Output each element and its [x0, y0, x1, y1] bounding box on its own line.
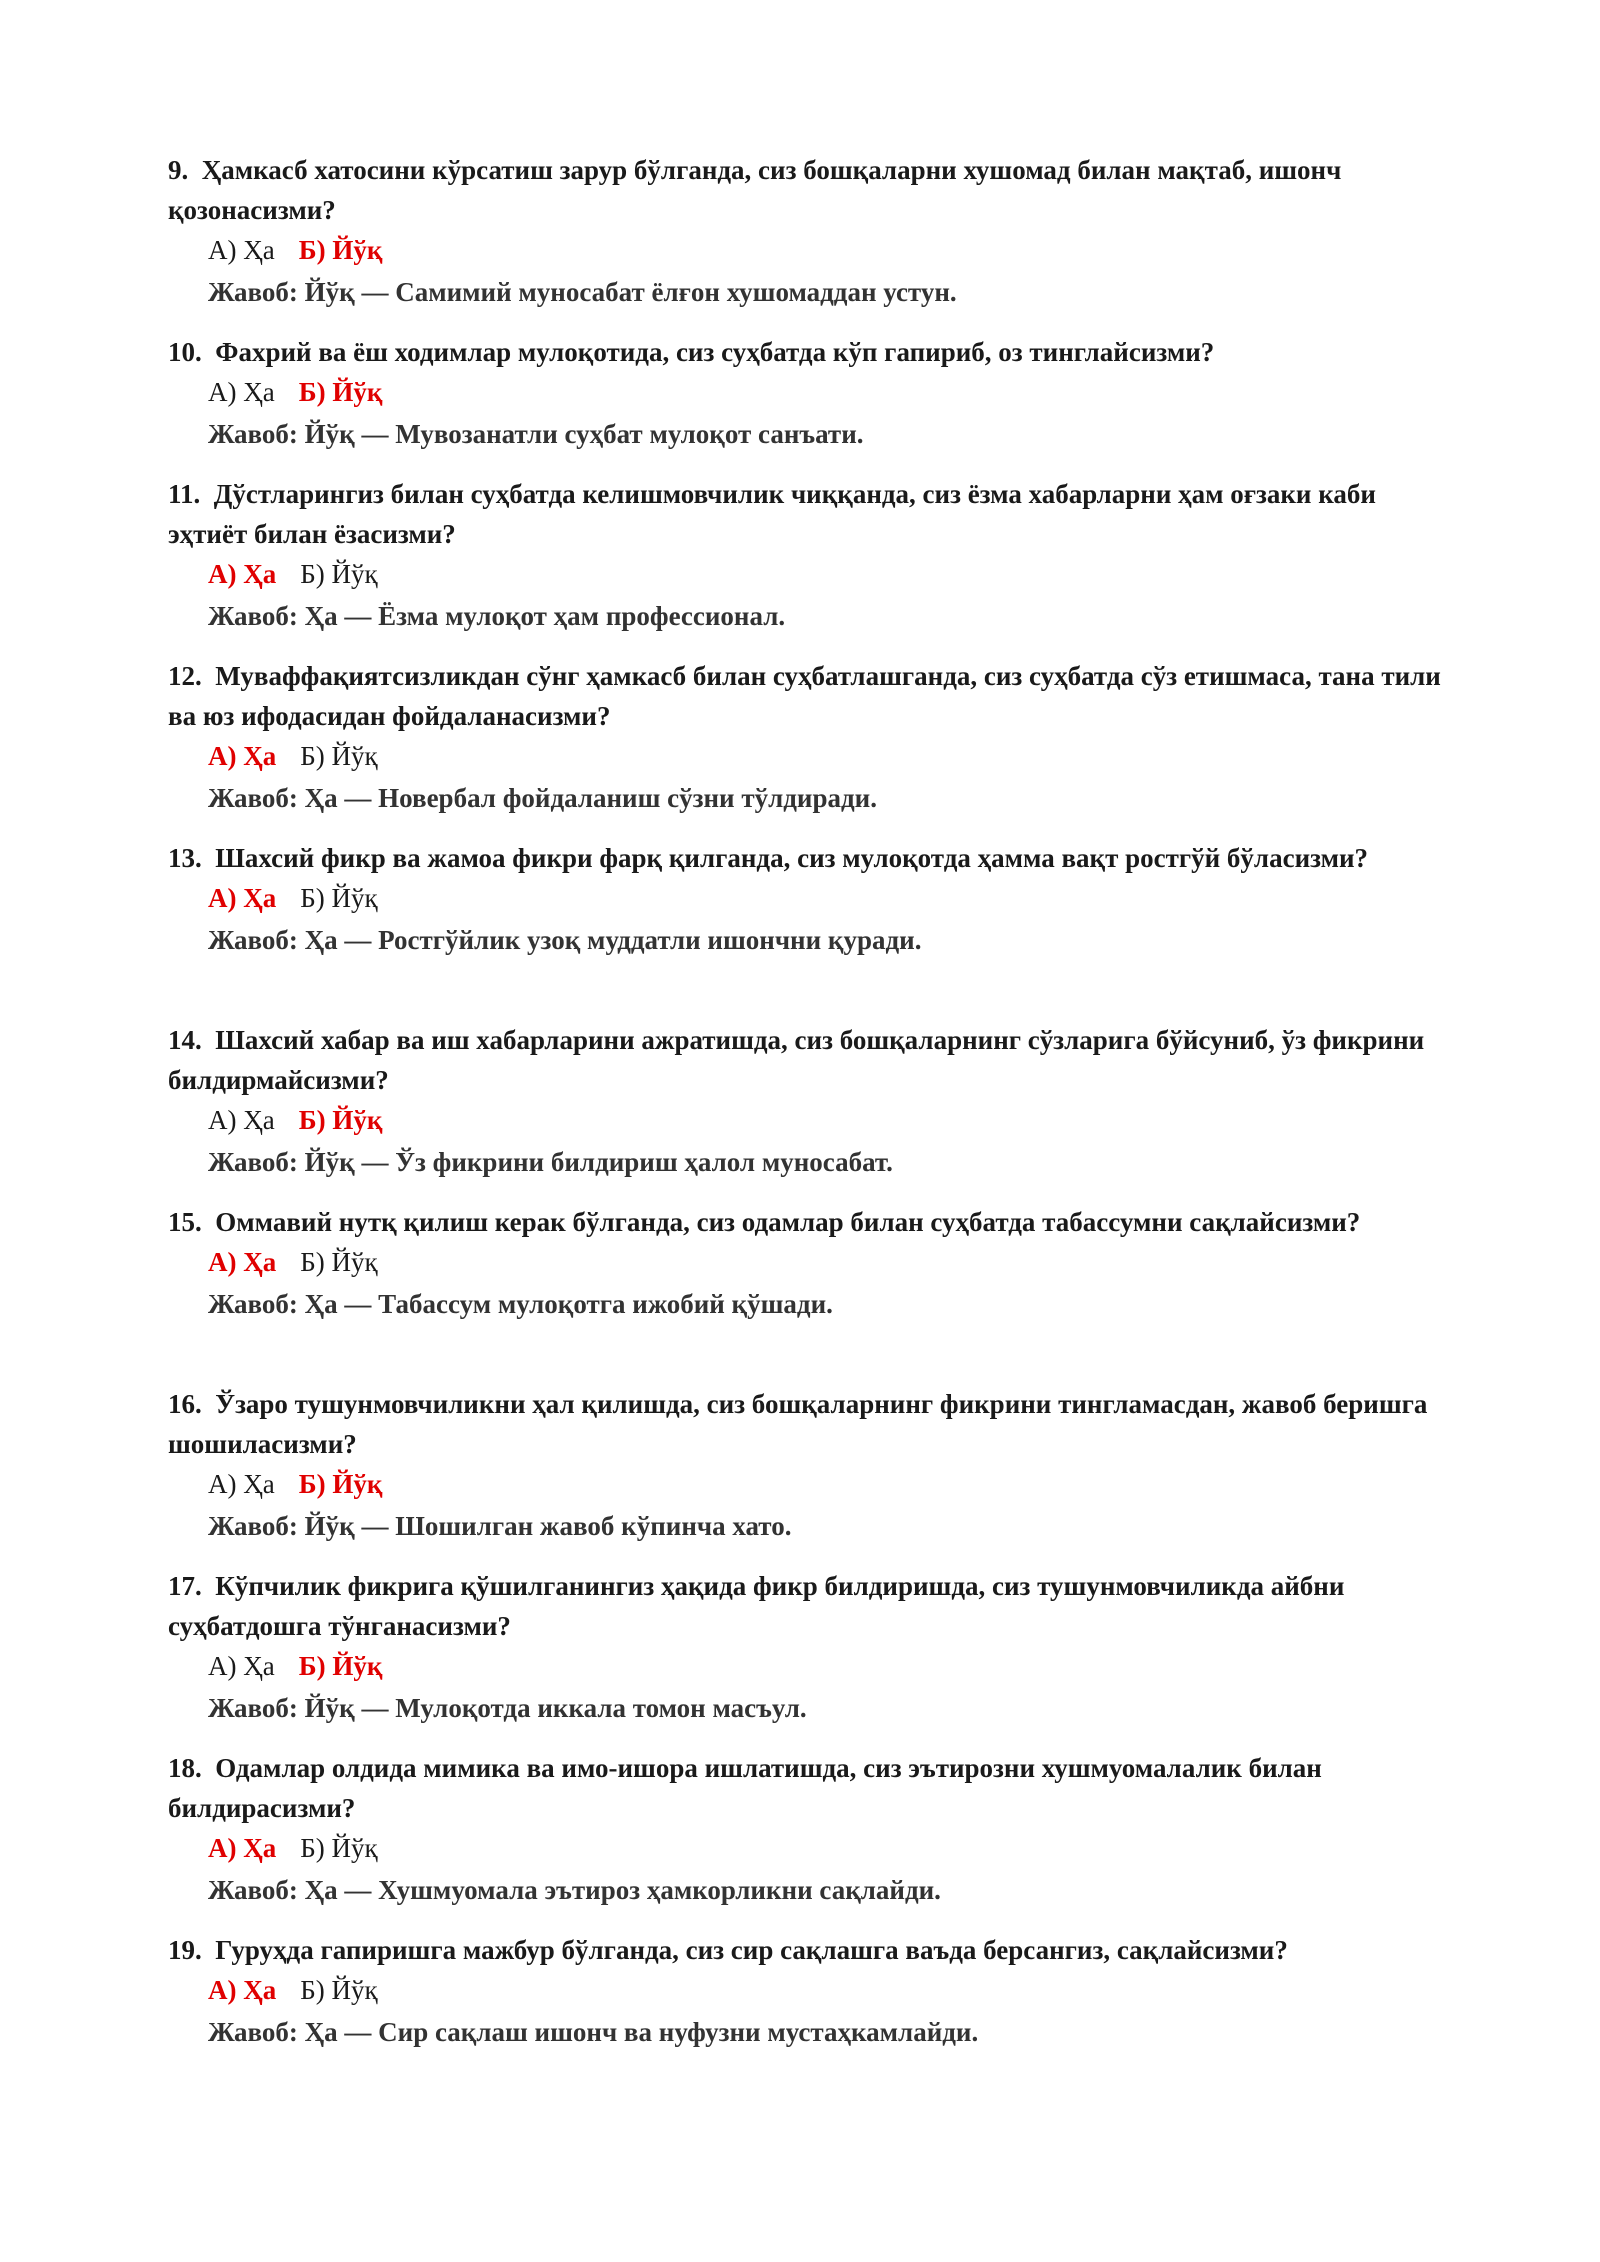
- answer-line: Жавоб: Ҳа — Хушмуомала эътироз ҳамкорликни сақлайди.: [208, 1875, 941, 1905]
- question-text: 11. Дўстларингиз билан суҳбатда келишмовчилик чиққанда, сиз ёзма хабарларни ҳам оғзаки каби эҳтиёт билан ёзасизми?: [168, 479, 1376, 549]
- answer-line: Жавоб: Ҳа — Табассум мулоқотга ижобий қўшади.: [208, 1289, 833, 1319]
- options-row: [208, 230, 1458, 270]
- option-b-correct: Б) Йўқ: [298, 235, 383, 265]
- option-b-correct: Б) Йўқ: [298, 1105, 383, 1135]
- option-a: А) Ҳа: [208, 1651, 275, 1681]
- question-block-18: [168, 1748, 1458, 1910]
- options-row: [208, 736, 1458, 776]
- option-a: А) Ҳа: [208, 1105, 275, 1135]
- options-row: [208, 1242, 1458, 1282]
- question-block-12: [168, 656, 1458, 818]
- question-block-15: [168, 1202, 1458, 1324]
- question-block-16: [168, 1384, 1458, 1546]
- option-b: Б) Йўқ: [300, 883, 378, 913]
- options-row: [208, 1646, 1458, 1686]
- option-b: Б) Йўқ: [300, 1975, 378, 2005]
- option-b-correct: Б) Йўқ: [298, 377, 383, 407]
- option-a: А) Ҳа: [208, 1469, 275, 1499]
- option-a-correct: А) Ҳа: [208, 741, 277, 771]
- options-row: [208, 1970, 1458, 2010]
- options-row: [208, 1464, 1458, 1504]
- question-block-9: [168, 150, 1458, 312]
- option-b: Б) Йўқ: [300, 1247, 378, 1277]
- answer-line: Жавоб: Йўқ — Мулоқотда иккала томон масъул.: [208, 1693, 807, 1723]
- question-text: 14. Шахсий хабар ва иш хабарларини ажратишда, сиз бошқаларнинг сўзларига бўйсуниб, ўз фикрини билдирмайсизми?: [168, 1025, 1425, 1095]
- option-a-correct: А) Ҳа: [208, 883, 277, 913]
- options-row: [208, 1828, 1458, 1868]
- option-a: А) Ҳа: [208, 377, 275, 407]
- question-text: 17. Кўпчилик фикрига қўшилганингиз ҳақида фикр билдиришда, сиз тушунмовчиликда айбни суҳбатдошга тўнганасизми?: [168, 1571, 1345, 1641]
- option-a-correct: А) Ҳа: [208, 1833, 277, 1863]
- question-block-19: [168, 1930, 1458, 2052]
- question-block-10: [168, 332, 1458, 454]
- question-block-13: [168, 838, 1458, 960]
- options-row: [208, 554, 1458, 594]
- question-block-11: [168, 474, 1458, 636]
- question-block-17: [168, 1566, 1458, 1728]
- options-row: [208, 1100, 1458, 1140]
- answer-line: Жавоб: Ҳа — Новербал фойдаланиш сўзни тўлдиради.: [208, 783, 877, 813]
- question-text: 18. Одамлар олдида мимика ва имо-ишора ишлатишда, сиз эътирозни хушмуомалалик билан билдирасизми?: [168, 1753, 1322, 1823]
- answer-line: Жавоб: Ҳа — Ростгўйлик узоқ муддатли ишончни қуради.: [208, 925, 922, 955]
- option-a-correct: А) Ҳа: [208, 1975, 277, 2005]
- option-a-correct: А) Ҳа: [208, 559, 277, 589]
- answer-line: Жавоб: Йўқ — Ўз фикрини билдириш ҳалол муносабат.: [208, 1147, 893, 1177]
- option-b: Б) Йўқ: [300, 559, 378, 589]
- question-text: 13. Шахсий фикр ва жамоа фикри фарқ қилганда, сиз мулоқотда ҳамма вақт ростгўй бўласизми?: [168, 843, 1369, 873]
- options-row: [208, 372, 1458, 412]
- question-text: 10. Фахрий ва ёш ходимлар мулоқотида, сиз суҳбатда кўп гапириб, оз тинглайсизми?: [168, 337, 1215, 367]
- option-b-correct: Б) Йўқ: [298, 1651, 383, 1681]
- answer-line: Жавоб: Йўқ — Шошилган жавоб кўпинча хато.: [208, 1511, 792, 1541]
- answer-line: Жавоб: Йўқ — Самимий муносабат ёлғон хушомаддан устун.: [208, 277, 957, 307]
- question-text: 15. Оммавий нутқ қилиш керак бўлганда, сиз одамлар билан суҳбатда табассумни сақлайсизми?: [168, 1207, 1361, 1237]
- option-b: Б) Йўқ: [300, 741, 378, 771]
- option-b-correct: Б) Йўқ: [298, 1469, 383, 1499]
- option-a-correct: А) Ҳа: [208, 1247, 277, 1277]
- question-text: 12. Муваффақиятсизликдан сўнг ҳамкасб билан суҳбатлашганда, сиз суҳбатда сўз етишмаса, тана тили ва юз ифодасидан фойдаланасизми?: [168, 661, 1441, 731]
- answer-line: Жавоб: Ҳа — Сир сақлаш ишонч ва нуфузни мустаҳкамлайди.: [208, 2017, 979, 2047]
- option-a: А) Ҳа: [208, 235, 275, 265]
- option-b: Б) Йўқ: [300, 1833, 378, 1863]
- question-text: 9. Ҳамкасб хатосини кўрсатиш зарур бўлганда, сиз бошқаларни хушомад билан мақтаб, ишонч қозонасизми?: [168, 155, 1342, 225]
- answer-line: Жавоб: Ҳа — Ёзма мулоқот ҳам профессионал.: [208, 601, 786, 631]
- options-row: [208, 878, 1458, 918]
- question-block-14: [168, 1020, 1458, 1182]
- answer-line: Жавоб: Йўқ — Мувозанатли суҳбат мулоқот санъати.: [208, 419, 864, 449]
- question-text: 19. Гуруҳда гапиришга мажбур бўлганда, сиз сир сақлашга ваъда берсангиз, сақлайсизми?: [168, 1935, 1288, 1965]
- question-text: 16. Ўзаро тушунмовчиликни ҳал қилишда, сиз бошқаларнинг фикрини тингламасдан, жавоб беришга шошиласизми?: [168, 1389, 1428, 1459]
